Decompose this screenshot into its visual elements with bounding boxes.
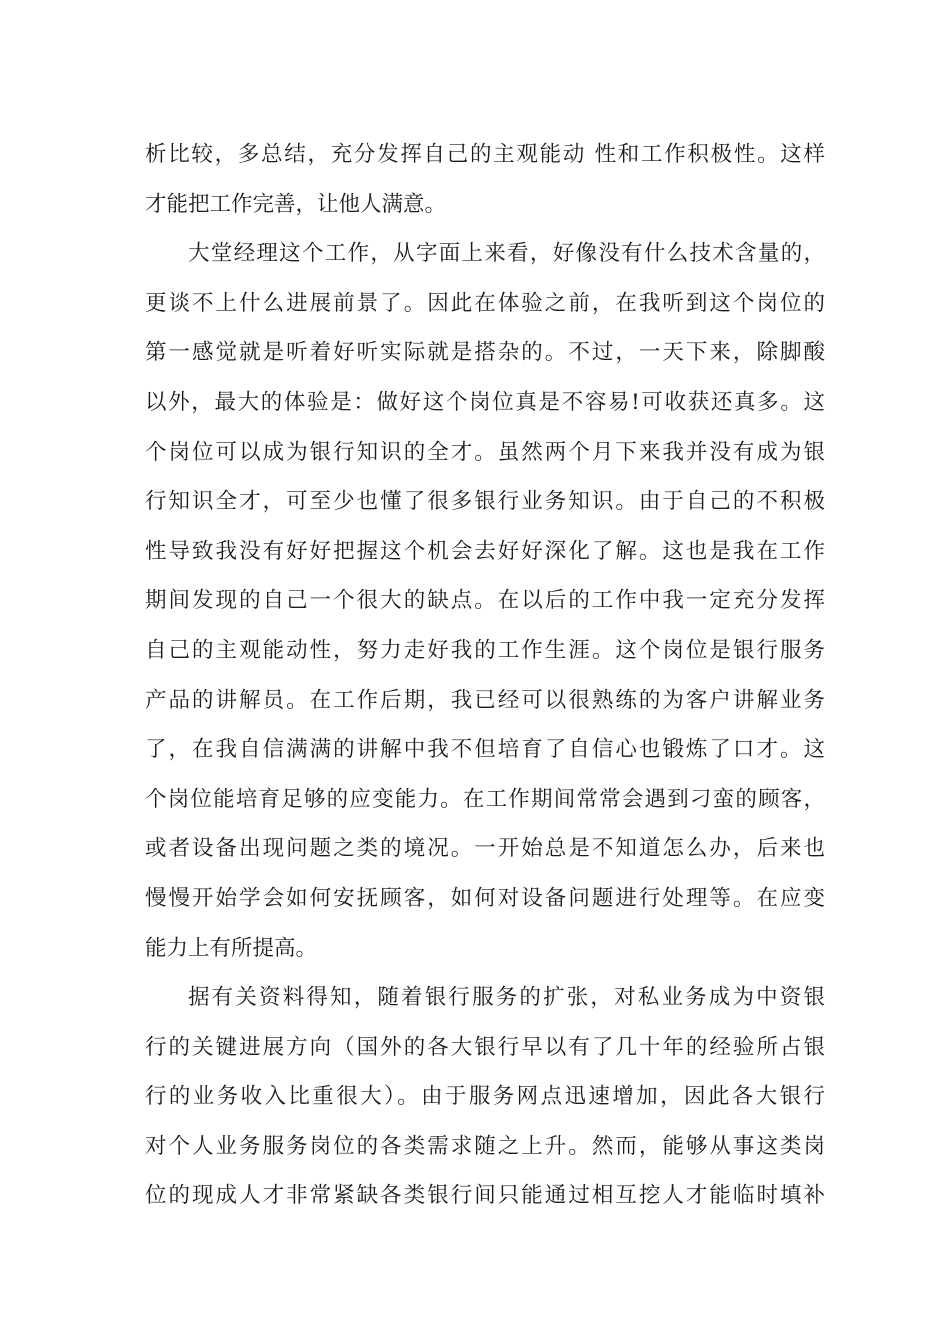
text-line: 期间发现的自己一个很大的缺点。在以后的工作中我一定充分发挥 (145, 588, 825, 614)
text-line: 能力上有所提高。 (145, 935, 318, 961)
text-line: 个岗位能培育足够的应变能力。在工作期间常常会遇到刁蛮的顾客， (145, 786, 825, 812)
text-line: 个岗位可以成为银行知识的全才。虽然两个月下来我并没有成为银 (145, 439, 825, 465)
text-line: 第一感觉就是听着好听实际就是搭杂的。不过，一天下来，除脚酸 (145, 340, 825, 366)
body-text (145, 130, 825, 1221)
text-line: 了，在我自信满满的讲解中我不但培育了自信心也锻炼了口才。这 (145, 737, 825, 763)
text-line: 更谈不上什么进展前景了。因此在体验之前，在我听到这个岗位的 (145, 290, 825, 316)
text-line: 行的关键进展方向（国外的各大银行早以有了几十年的经验所占银 (145, 1034, 825, 1060)
text-line: 才能把工作完善，让他人满意。 (145, 191, 447, 217)
text-line: 性导致我没有好好把握这个机会去好好深化了解。这也是我在工作 (145, 538, 825, 564)
text-line: 慢慢开始学会如何安抚顾客，如何对设备问题进行处理等。在应变 (145, 885, 825, 911)
text-line: 或者设备出现问题之类的境况。一开始总是不知道怎么办，后来也 (145, 836, 825, 862)
text-line: 行知识全才，可至少也懂了很多银行业务知识。由于自己的不积极 (145, 489, 825, 515)
text-line: 对个人业务服务岗位的各类需求随之上升。然而，能够从事这类岗 (145, 1133, 825, 1159)
text-line: 析比较，多总结，充分发挥自己的主观能动 性和工作积极性。这样 (145, 142, 825, 167)
text-line: 行的业务收入比重很大）。由于服务网点迅速增加，因此各大银行 (145, 1084, 825, 1110)
text-line: 位的现成人才非常紧缺各类银行间只能通过相互挖人才能临时填补 (145, 1183, 825, 1209)
text-line: 大堂经理这个工作，从字面上来看，好像没有什么技术含量的， (188, 241, 825, 267)
text-line: 据有关资料得知，随着银行服务的扩张，对私业务成为中资银 (188, 985, 825, 1011)
text-line: 以外，最大的体验是：做好这个岗位真是不容易!可收获还真多。这 (145, 389, 825, 415)
text-line: 产品的讲解员。在工作后期，我已经可以很熟练的为客户讲解业务 (145, 687, 825, 713)
text-line: 自己的主观能动性，努力走好我的工作生涯。这个岗位是银行服务 (145, 637, 825, 663)
